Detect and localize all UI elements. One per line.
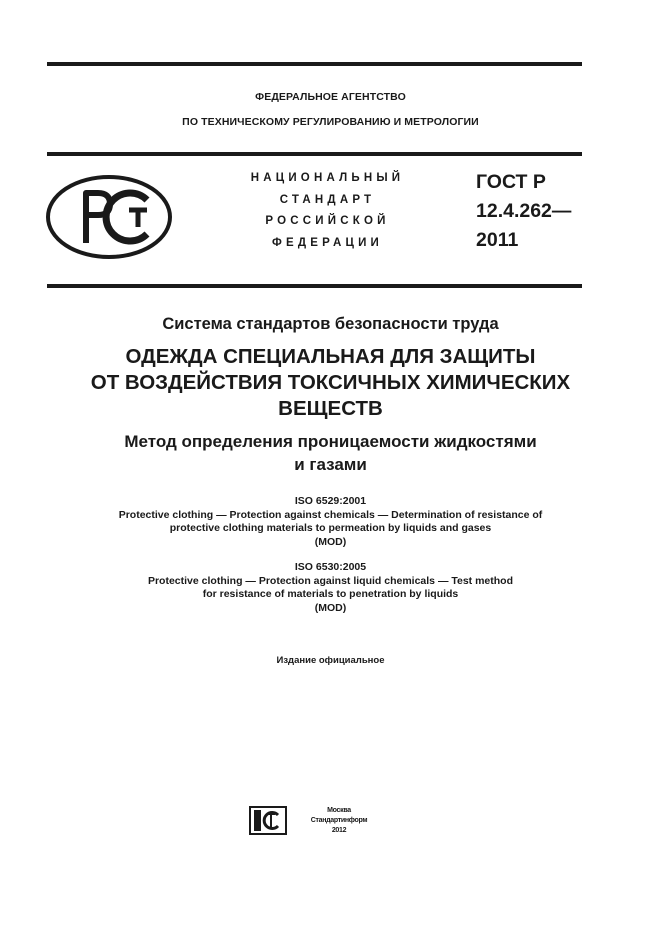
gost-line-1: ГОСТ Р bbox=[476, 171, 546, 193]
iso-code-1: ISO 6529:2001 bbox=[294, 495, 367, 507]
method-title-line-2: и газами bbox=[294, 455, 367, 474]
iso-title-1-line-2: protective clothing materials to permeation by liquids and gases bbox=[169, 522, 492, 534]
standard-rule bbox=[47, 284, 582, 288]
edition-label: Издание официальное bbox=[276, 655, 385, 666]
top-rule bbox=[47, 62, 582, 66]
main-title-line-2: ОТ ВОЗДЕЙСТВИЯ ТОКСИЧНЫХ ХИМИЧЕСКИХ bbox=[90, 371, 571, 394]
system-title: Система стандартов безопасности труда bbox=[162, 315, 499, 333]
gost-line-3: 2011 bbox=[476, 229, 519, 251]
gost-number bbox=[476, 168, 571, 255]
iso-title-2-line-1: Protective clothing — Protection against liquid chemicals — Test method bbox=[147, 574, 514, 587]
iso-title-2-line-2: for resistance of materials to penetration by liquids bbox=[202, 588, 459, 600]
national-standard-line-1: НАЦИОНАЛЬНЫЙ bbox=[250, 172, 405, 184]
publisher-year: 2012 bbox=[331, 827, 347, 834]
national-standard-line-4: ФЕДЕРАЦИИ bbox=[271, 236, 384, 249]
method-title-line-1: Метод определения проницаемости жидкостями bbox=[124, 432, 537, 451]
rst-emblem-icon bbox=[46, 175, 172, 259]
main-title-line-1: ОДЕЖДА СПЕЦИАЛЬНАЯ ДЛЯ ЗАЩИТЫ bbox=[125, 345, 536, 368]
iso-title-1-line-1: Protective clothing — Protection against chemicals — Determination of resistance of bbox=[118, 508, 543, 521]
iso-mod-2: (MOD) bbox=[314, 601, 347, 614]
standartinform-logo-icon bbox=[248, 804, 288, 836]
gost-line-2: 12.4.262— bbox=[476, 200, 572, 222]
main-title-line-3: ВЕЩЕСТВ bbox=[278, 397, 383, 420]
national-standard-line-2: СТАНДАРТ bbox=[279, 193, 376, 206]
agency-line-1: ФЕДЕРАЛЬНОЕ АГЕНТСТВО bbox=[255, 91, 406, 103]
national-standard-line-3: РОССИЙСКОЙ bbox=[265, 215, 390, 227]
publisher-city: Москва bbox=[327, 807, 351, 814]
publisher-name: Стандартинформ bbox=[310, 817, 368, 824]
header-rule bbox=[47, 152, 582, 156]
iso-code-2: ISO 6530:2005 bbox=[294, 561, 367, 573]
agency-line-2: ПО ТЕХНИЧЕСКОМУ РЕГУЛИРОВАНИЮ И МЕТРОЛОГИИ bbox=[182, 116, 479, 128]
iso-mod-1: (MOD) bbox=[314, 535, 347, 548]
